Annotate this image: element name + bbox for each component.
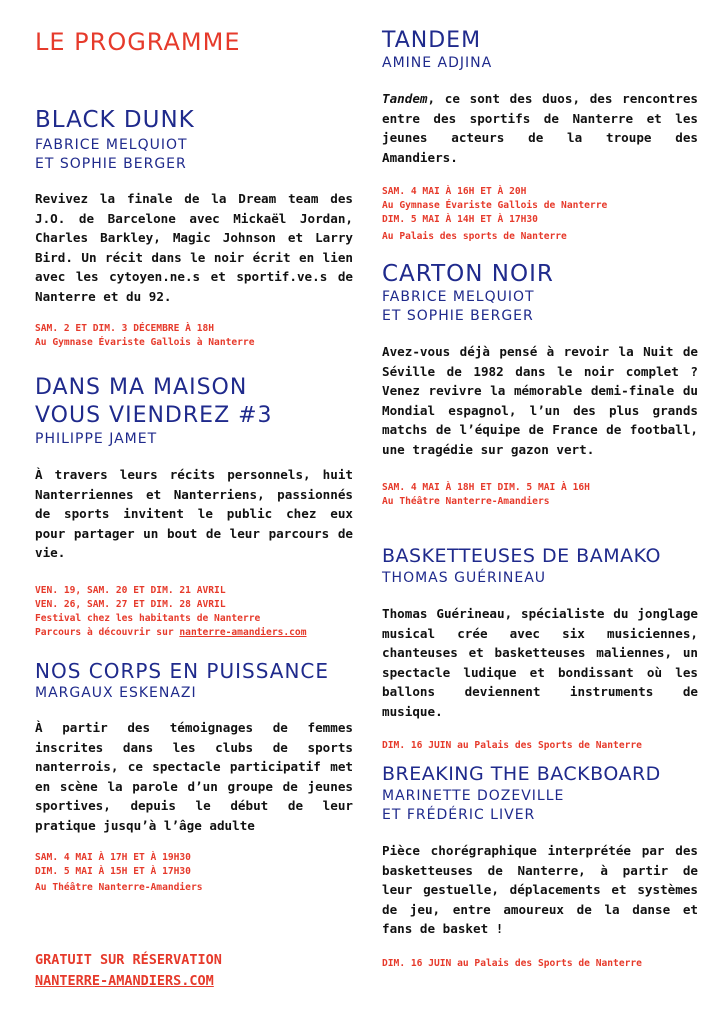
- show-title: TANDEM: [382, 28, 482, 53]
- show-nos-corps-en-puissance: [35, 658, 353, 895]
- show-description: Avez-vous déjà pensé à revoir la Nuit de Séville de 1982 dans le noir complet ? Venez revivre la mémorable demi-finale du Mondial espagnol, l’un des plus grands matchs de l’équipe de France de football, une tragédie sur gazon vert.: [382, 344, 698, 457]
- date-line: SAM. 4 MAI À 16H ET À 20H: [382, 186, 527, 197]
- venue-text: Parcours à découvrir sur: [35, 626, 174, 638]
- venue-line: [35, 626, 353, 640]
- date-line: SAM. 2 ET DIM. 3 DÉCEMBRE À 18H: [35, 323, 215, 334]
- show-description: Pièce chorégraphique interprétée par des basketteuses de Nanterre, à partir de leur gestuelle, déplacements et systèmes de jeu, entre amoureux de la danse et fans de basket !: [382, 843, 698, 936]
- show-title: NOS CORPS EN PUISSANCE: [35, 659, 330, 683]
- date-venue-line: DIM. 16 JUIN au Palais des Sports de Nanterre: [382, 957, 642, 969]
- date-line: DIM. 5 MAI À 14H ET À 17H30: [382, 214, 538, 225]
- show-description: Thomas Guérineau, spécialiste du jonglage musical crée avec six musiciennes, chanteuses et basketteuses maliennes, un spectacle ludique et bondissant où les ballons deviennent instruments de musique.: [382, 606, 698, 719]
- reservation-footer: [35, 950, 222, 992]
- show-description-title: Tandem: [382, 91, 428, 106]
- show-author: PHILIPPE JAMET: [35, 431, 158, 447]
- show-dates: [382, 957, 698, 971]
- reservation-text: GRATUIT SUR RÉSERVATION: [35, 952, 222, 968]
- show-dates: [35, 584, 353, 640]
- show-title: BASKETTEUSES DE BAMAKO: [382, 545, 661, 567]
- show-author: AMINE ADJINA: [382, 55, 493, 71]
- venue-line: Au Théâtre Nanterre-Amandiers: [382, 496, 550, 507]
- date-venue-line: DIM. 16 JUIN au Palais des Sports de Nanterre: [382, 740, 642, 751]
- venue-line: Au Gymnase Évariste Gallois à Nanterre: [35, 337, 255, 348]
- show-dates: [35, 851, 353, 895]
- right-column: [382, 0, 698, 1030]
- date-line: VEN. 19, SAM. 20 ET DIM. 21 AVRIL: [35, 584, 226, 596]
- show-dates: [382, 739, 698, 753]
- left-column: [35, 0, 353, 1030]
- show-dates: [35, 322, 353, 350]
- show-tandem: [382, 28, 698, 244]
- show-description: [382, 89, 698, 167]
- date-line: SAM. 4 MAI À 18H ET DIM. 5 MAI À 16H: [382, 482, 590, 493]
- venue-line: Au Théâtre Nanterre-Amandiers: [35, 882, 203, 893]
- show-title: DANS MA MAISON VOUS VIENDREZ #3: [35, 375, 273, 428]
- section-title: LE PROGRAMME: [35, 28, 241, 56]
- show-author: MARGAUX ESKENAZI: [35, 685, 197, 701]
- venue-line: Au Palais des sports de Nanterre: [382, 231, 567, 242]
- venue-line: Festival chez les habitants de Nanterre: [35, 612, 261, 624]
- show-title: BLACK DUNK: [35, 107, 195, 133]
- show-carton-noir: [382, 260, 698, 509]
- show-dans-ma-maison: [35, 374, 353, 640]
- date-line: DIM. 5 MAI À 15H ET À 17H30: [35, 866, 191, 877]
- show-author: MARINETTE DOZEVILLE ET FRÉDÉRIC LIVER: [382, 788, 565, 823]
- venue-line: Au Gymnase Évariste Gallois de Nanterre: [382, 200, 608, 211]
- show-breaking-the-backboard: [382, 762, 698, 971]
- date-line: SAM. 4 MAI À 17H ET À 19H30: [35, 852, 191, 863]
- date-line: VEN. 26, SAM. 27 ET DIM. 28 AVRIL: [35, 598, 226, 610]
- website-link[interactable]: nanterre-amandiers.com: [179, 626, 307, 638]
- show-author: FABRICE MELQUIOT ET SOPHIE BERGER: [382, 289, 535, 324]
- show-description-text: , ce sont des duos, des rencontres entre des sportifs de Nanterre et les jeunes acteurs de la troupe des Amandiers.: [382, 91, 698, 165]
- show-title: BREAKING THE BACKBOARD: [382, 763, 661, 785]
- show-black-dunk: [35, 106, 353, 350]
- show-dates: [382, 481, 698, 509]
- show-author: THOMAS GUÉRINEAU: [382, 570, 547, 586]
- show-author: FABRICE MELQUIOT ET SOPHIE BERGER: [35, 137, 188, 172]
- show-dates: [382, 185, 698, 244]
- reservation-link[interactable]: NANTERRE-AMANDIERS.COM: [35, 973, 214, 989]
- show-description: À travers leurs récits personnels, huit Nanterriennes et Nanterriens, passionnés de sports invitent le public chez eux pour partager un bout de leur parcours de vie.: [35, 467, 353, 560]
- show-basketteuses-de-bamako: [382, 544, 698, 753]
- show-description: À partir des témoignages de femmes inscrites dans les clubs de sports nanterrois, ce spectacle participatif met en scène la parole d’un groupe de jeunes sportives, depuis le début de leur pratique jusqu’à l’âge adulte: [35, 720, 353, 833]
- show-title: CARTON NOIR: [382, 261, 554, 287]
- show-description: Revivez la finale de la Dream team des J.O. de Barcelone avec Mickaël Jordan, Charles Barkley, Magic Johnson et Larry Bird. Un récit dans le noir écrit en lien avec les cytoyen.ne.s et sportif.ve.s de Nanterre et du 92.: [35, 191, 353, 304]
